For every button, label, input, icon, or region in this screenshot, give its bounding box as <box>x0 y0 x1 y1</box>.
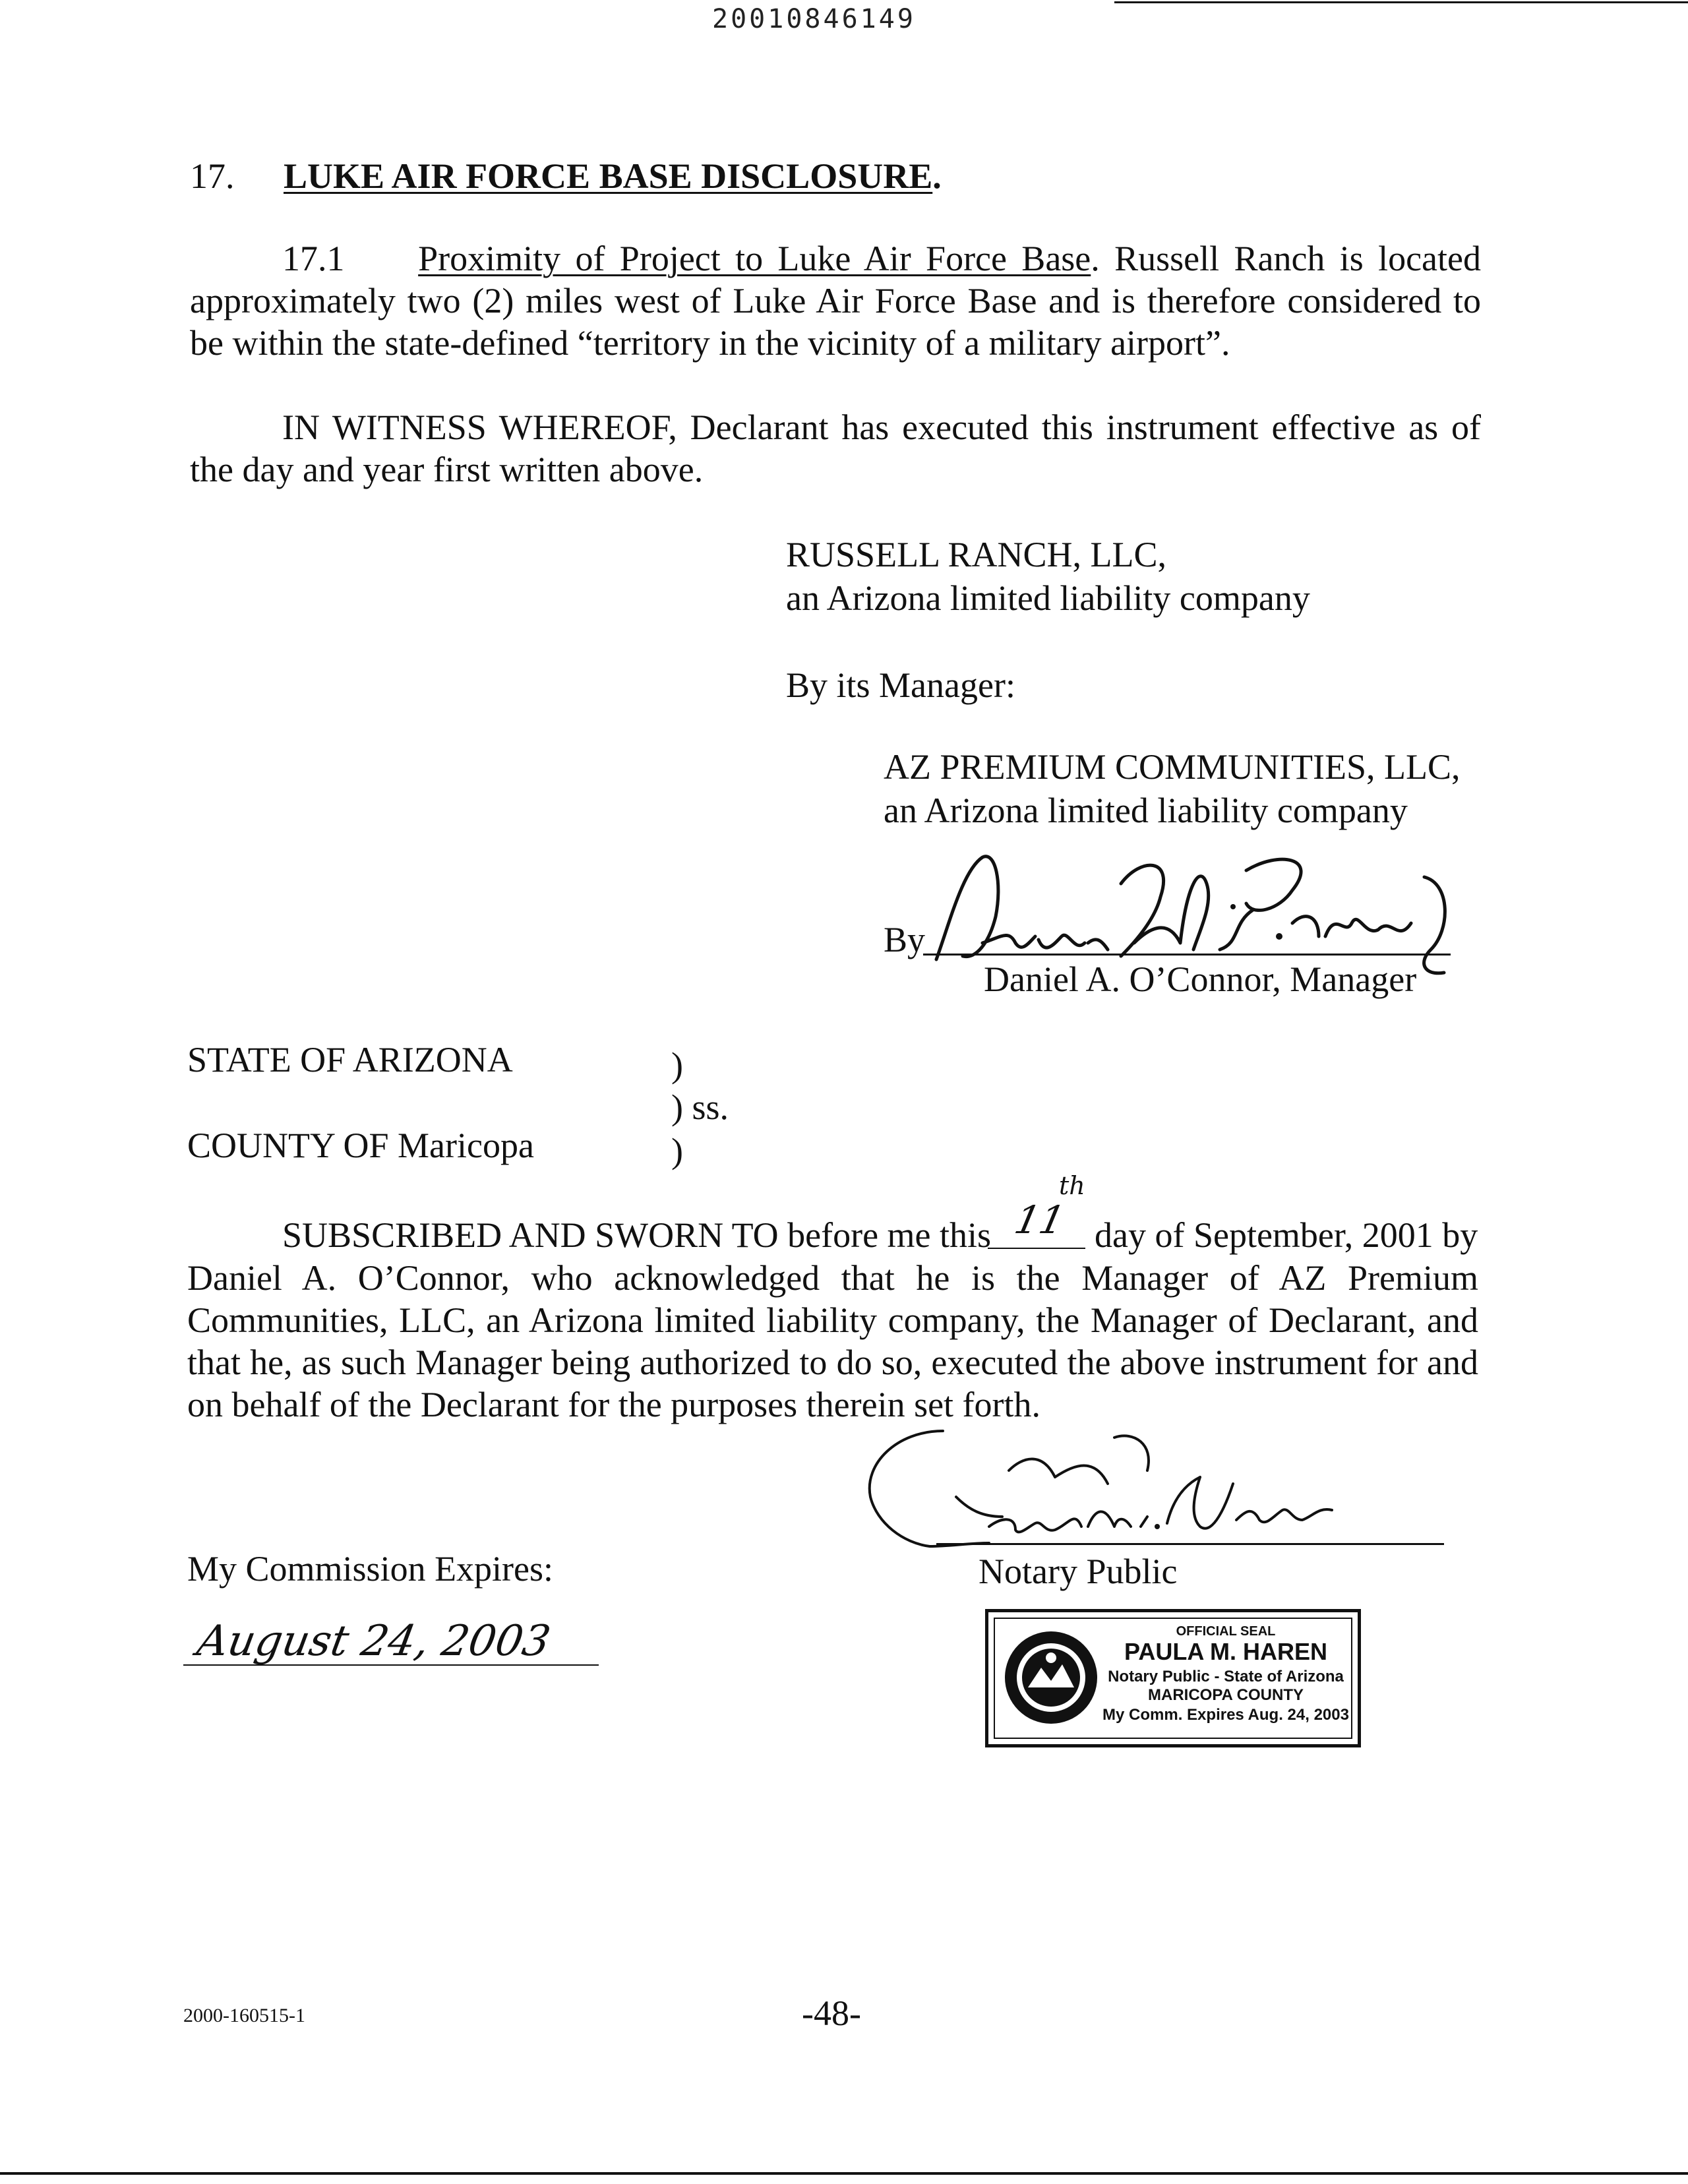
section-title-period: . <box>932 156 942 196</box>
scan-edge-top <box>1114 1 1688 3</box>
seal-commission-expiry: My Comm. Expires Aug. 24, 2003 <box>1102 1706 1349 1724</box>
subsection-number: 17.1 <box>282 239 345 278</box>
seal-official-seal: OFFICIAL SEAL <box>1176 1624 1276 1639</box>
notary-seal <box>985 1609 1361 1747</box>
seal-notary-state: Notary Public - State of Arizona <box>1108 1668 1344 1685</box>
section-title-text: LUKE AIR FORCE BASE DISCLOSURE <box>284 156 933 196</box>
venue-paren-2: ) <box>671 1131 683 1170</box>
jurat-day-handwritten: 11 <box>1010 1198 1070 1242</box>
declarant-name: RUSSELL RANCH, LLC, <box>786 535 1167 574</box>
footer-doc-ref: 2000-160515-1 <box>183 2005 305 2026</box>
subsection-heading: Proximity of Project to Luke Air Force Base <box>418 239 1091 278</box>
commission-date-line <box>183 1664 599 1666</box>
jurat-after-day: day of September, 2001 by <box>1095 1215 1478 1255</box>
notary-signature <box>857 1411 1398 1556</box>
jurat-lead: SUBSCRIBED AND SWORN TO before me this <box>282 1215 992 1255</box>
manager-description: an Arizona limited liability company <box>884 791 1408 830</box>
subsection-17-1 <box>190 237 1481 364</box>
commission-date-handwritten: August 24, 2003 <box>193 1617 555 1666</box>
by-its-manager: By its Manager: <box>786 665 1015 705</box>
scan-edge-bottom <box>0 2172 1688 2175</box>
section-number: 17. <box>190 156 235 196</box>
jurat-day-line <box>988 1248 1085 1249</box>
by-label: By <box>884 920 926 959</box>
signatory-name: Daniel A. O’Connor, Manager <box>984 959 1417 999</box>
footer-page-number: -48- <box>802 1993 861 2033</box>
manager-signature-line <box>923 954 1451 956</box>
document-number: 20010846149 <box>712 4 916 34</box>
venue-paren-1: ) <box>671 1045 683 1085</box>
venue-ss: ) ss. <box>671 1087 729 1127</box>
jurat-body: Daniel A. O’Connor, who acknowledged that he is the Manager of AZ Premium Communities, LLC, an Arizona limited liability company, the Manager of Declarant, and that he, as such Manager being authorized to do so, executed the above instrument for and on behalf of the Declarant for the purposes therein set forth. <box>187 1258 1478 1424</box>
venue-state: STATE OF ARIZONA <box>187 1040 513 1079</box>
notary-signature-line <box>936 1543 1444 1545</box>
declarant-description: an Arizona limited liability company <box>786 578 1310 618</box>
seal-notary-name: PAULA M. HAREN <box>1124 1638 1327 1665</box>
notary-public-label: Notary Public <box>979 1552 1178 1591</box>
venue-county: COUNTY OF Maricopa <box>187 1126 534 1165</box>
manager-name: AZ PREMIUM COMMUNITIES, LLC, <box>884 747 1461 787</box>
seal-county: MARICOPA COUNTY <box>1148 1686 1304 1704</box>
subsection-body: approximately two (2) miles west of Luke Air Force Base and is therefore considered to be within the state-defined “territory in the vicinity of a military airport”. <box>190 281 1481 363</box>
witness-paragraph: IN WITNESS WHEREOF, Declarant has executed this instrument effective as of the day and year first written above. <box>190 408 1481 489</box>
commission-label: My Commission Expires: <box>187 1549 554 1589</box>
section-title <box>284 154 942 198</box>
arizona-seal-emblem <box>1002 1628 1100 1727</box>
subsection-body-tail: . Russell Ranch is located <box>1091 239 1481 278</box>
jurat-day-suffix: th <box>1059 1171 1085 1200</box>
